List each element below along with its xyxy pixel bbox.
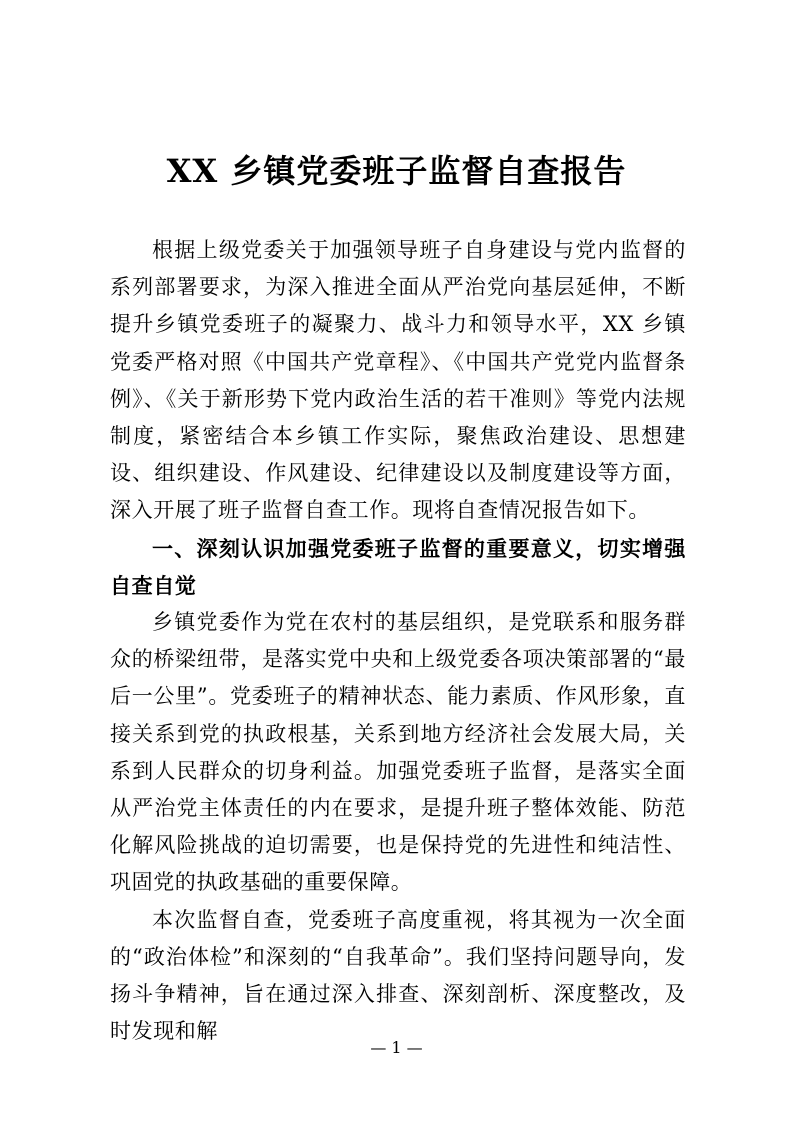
section-heading: 一、深刻认识加强党委班子监督的重要意义，切实增强自查自觉 xyxy=(110,535,686,598)
document-title: XX 乡镇党委班子监督自查报告 xyxy=(166,152,627,190)
body-paragraph: 本次监督自查，党委班子高度重视，将其视为一次全面的“政治体检”和深刻的“自我革命”。我们坚持问题导向，发扬斗争精神，旨在通过深入排查、深刻剖析、深度整改，及时发现和解 xyxy=(110,907,686,1044)
intro-paragraph: 根据上级党委关于加强领导班子自身建设与党内监督的系列部署要求，为深入推进全面从严治党向基层延伸，不断提升乡镇党委班子的凝聚力、战斗力和领导水平，XX 乡镇党委严格对照《中国共产党章程》、《中国共产党党内监督条例》、《关于新形势下党内政治生活的若干准则》等党内法规制度，紧密结合本乡镇工作实际，聚焦政治建设、思想建设、组织建设、作风建设、纪律建设以及制度建设等方面，深入开展了班子监督自查工作。现将自查情况报告如下。 xyxy=(110,238,686,523)
page-number: — 1 — xyxy=(370,1038,423,1057)
body-paragraph: 乡镇党委作为党在农村的基层组织，是党联系和服务群众的桥梁纽带，是落实党中央和上级党委各项决策部署的“最后一公里”。党委班子的精神状态、能力素质、作风形象，直接关系到党的执政根基，关系到地方经济社会发展大局，关系到人民群众的切身利益。加强党委班子监督，是落实全面从严治党主体责任的内在要求，是提升班子整体效能、防范化解风险挑战的迫切需要，也是保持党的先进性和纯洁性、巩固党的执政基础的重要保障。 xyxy=(110,610,686,895)
document-body xyxy=(110,232,686,1050)
